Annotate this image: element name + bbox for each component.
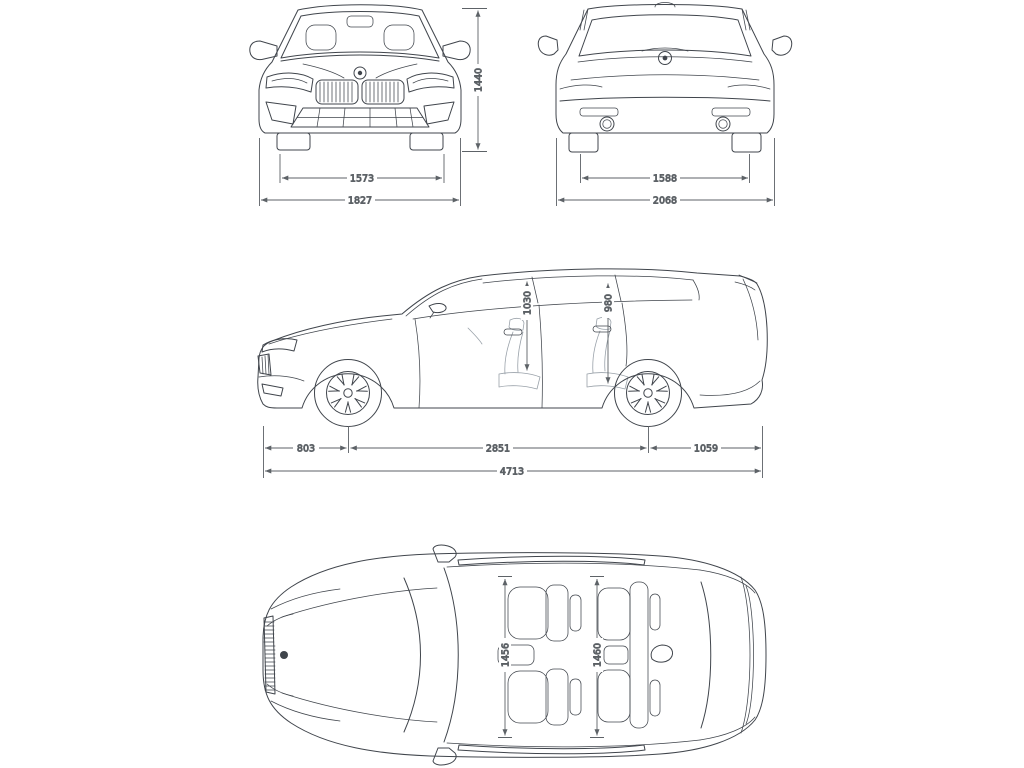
dimension-label: 1456 bbox=[500, 642, 512, 668]
front-wheel-right bbox=[410, 133, 443, 150]
dimension-label: 1440 bbox=[473, 67, 485, 93]
dimension-label: 980 bbox=[603, 293, 615, 313]
side-c-pillar bbox=[615, 275, 621, 301]
dimension-top-front-interior-width bbox=[498, 577, 512, 738]
rear-exhaust-right bbox=[716, 117, 730, 131]
front-side-scoop-left bbox=[266, 102, 296, 124]
front-cowl-line bbox=[281, 55, 439, 61]
rear-bumper-top-edge bbox=[560, 97, 770, 101]
rear-reflector-left bbox=[580, 108, 618, 116]
side-interior-seats bbox=[468, 317, 628, 389]
side-d-pillar bbox=[693, 280, 699, 300]
dimension-side-rear-headroom bbox=[602, 284, 615, 384]
rear-reflector-right bbox=[712, 108, 750, 116]
front-side-mirror-left bbox=[250, 41, 277, 60]
front-windshield bbox=[281, 12, 439, 59]
rear-taillight-left bbox=[560, 85, 602, 89]
side-bumper-crease bbox=[259, 376, 304, 381]
dimension-side-wheelbase bbox=[351, 442, 647, 455]
dimension-side-overall-length bbox=[265, 465, 761, 478]
top-c-pillar-lines bbox=[700, 570, 755, 740]
top-body-outline bbox=[263, 553, 766, 758]
top-rear-window-arc bbox=[701, 582, 711, 728]
top-bmw-roundel-icon bbox=[280, 651, 288, 659]
top-grille bbox=[264, 616, 275, 694]
rear-bmw-roundel-icon bbox=[659, 52, 672, 65]
side-rear-bumper-line bbox=[700, 381, 760, 395]
side-tailgate-line bbox=[743, 279, 758, 340]
front-body-outline bbox=[259, 5, 461, 133]
rear-body-outline bbox=[556, 5, 774, 134]
top-view bbox=[263, 545, 766, 765]
front-headrest-left bbox=[306, 25, 336, 50]
dimension-front-overall-height bbox=[462, 9, 487, 152]
top-windshield-arcs bbox=[404, 568, 458, 742]
rear-roof-rails bbox=[580, 9, 750, 30]
front-headlight-right bbox=[407, 73, 454, 92]
side-body-outline bbox=[258, 269, 768, 408]
dimension-label: 2851 bbox=[485, 443, 511, 455]
top-hood-creases bbox=[282, 588, 437, 722]
rear-exhaust-left bbox=[600, 117, 614, 131]
front-kidney-grille bbox=[316, 80, 404, 104]
side-beltline bbox=[413, 300, 692, 319]
rear-side-mirror-right bbox=[772, 36, 792, 55]
front-headrest-right bbox=[384, 25, 414, 50]
side-grille bbox=[258, 354, 271, 375]
rear-view bbox=[538, 3, 791, 153]
rear-wheel-left bbox=[569, 133, 598, 152]
front-view bbox=[250, 5, 470, 150]
dimension-rear-track bbox=[581, 154, 750, 185]
front-rearview-mirror bbox=[347, 16, 373, 27]
side-hood-line bbox=[269, 319, 392, 344]
front-side-mirror-right bbox=[443, 41, 470, 60]
side-mirror bbox=[429, 303, 446, 318]
dimension-side-front-overhang bbox=[265, 442, 347, 455]
top-roof-side-edges bbox=[447, 563, 700, 747]
rear-wheel-right bbox=[732, 133, 761, 152]
dimension-top-rear-interior-width bbox=[590, 577, 604, 738]
front-wheel-left bbox=[277, 133, 310, 150]
dimension-label: 1460 bbox=[592, 642, 604, 668]
side-roofline-inner bbox=[483, 276, 693, 283]
dimension-label: 1588 bbox=[652, 173, 678, 185]
dimension-label: 1059 bbox=[693, 443, 719, 455]
side-fog-scoop bbox=[262, 384, 283, 396]
rear-taillight-right bbox=[728, 85, 770, 89]
dimension-label: 803 bbox=[296, 443, 316, 455]
dimension-label: 4713 bbox=[499, 466, 525, 478]
front-headlight-left bbox=[266, 73, 313, 92]
dimension-front-track bbox=[280, 154, 444, 185]
front-wheel bbox=[315, 360, 382, 427]
dimension-label: 1573 bbox=[349, 173, 375, 185]
rear-side-mirror-left bbox=[538, 36, 558, 55]
front-bmw-roundel-icon bbox=[354, 67, 366, 79]
dimension-label: 1030 bbox=[522, 290, 534, 316]
dimension-side-front-headroom bbox=[521, 282, 534, 371]
rear-window bbox=[579, 15, 751, 56]
top-tailgate-lines bbox=[741, 577, 754, 733]
dimension-label: 1827 bbox=[347, 195, 373, 207]
front-lower-air-intake bbox=[291, 108, 429, 127]
front-side-scoop-right bbox=[424, 102, 454, 124]
dimension-label: 2068 bbox=[652, 195, 678, 207]
dimension-side-rear-overhang bbox=[651, 442, 762, 455]
side-view bbox=[258, 269, 768, 427]
top-antenna-fin bbox=[651, 645, 672, 662]
rear-wheel bbox=[615, 360, 682, 427]
